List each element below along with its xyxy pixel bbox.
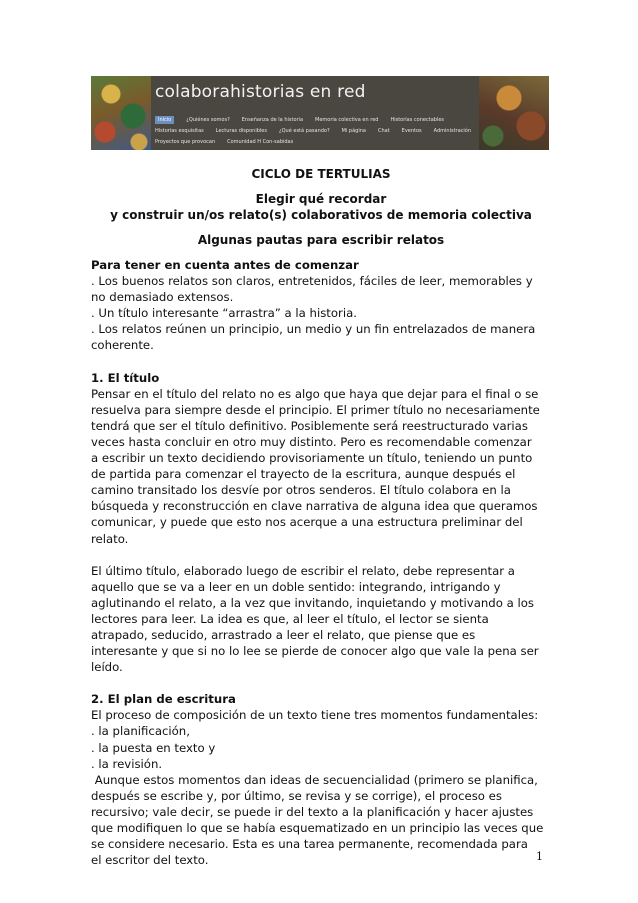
nav-item[interactable]: Historias exquisitas	[155, 127, 204, 134]
text-line: Pensar en el título del relato no es algo que haya que dejar para el final o se	[91, 386, 539, 401]
document-title-line2: y construir un/os relato(s) colaborativos de memoria colectiva	[110, 208, 532, 222]
nav-item[interactable]: Proyectos que provocan	[155, 138, 216, 145]
section-title-guidelines-cont	[91, 563, 551, 676]
nav-item[interactable]: Administración	[433, 127, 472, 134]
text-line: resuelva para siempre desde el principio. El primer título no necesariamente	[91, 402, 540, 417]
text-line: después se escribe y, por último, se revisa y se corrige), el proceso es	[91, 788, 502, 803]
text-line: a escribir un texto decidiendo provisoriamente un título, teniendo un punto	[91, 451, 533, 466]
text-line: atrapado, seducido, arrastrado a leer el relato, que piense que es	[91, 627, 476, 642]
nav-item[interactable]: Memoria colectiva en red	[315, 116, 379, 123]
text-line: veces hasta concluir en otro muy distinto. Pero es recomendable comenzar	[91, 434, 532, 449]
site-title: colaborahistorias en red	[155, 82, 366, 102]
section-heading: 1. El título	[91, 370, 160, 385]
text-line: El último título, elaborado luego de escribir el relato, debe representar a	[91, 563, 515, 578]
nav-item[interactable]: ¿Qué está pasando?	[278, 127, 330, 134]
text-line: que modifiquen lo que se había esquematizado en un principio las veces que	[91, 821, 544, 835]
nav-item[interactable]: ¿Quiénes somos?	[186, 116, 230, 123]
text-line: recursivo; vale decir, se puede ir del texto a la planificación y hacer ajustes	[91, 804, 534, 819]
nav-item[interactable]: Enseñanza de la historia	[241, 116, 304, 123]
text-line: de partida para comenzar el trayecto de la escritura, aunque después el	[91, 467, 516, 482]
nav-item[interactable]: Comunidad H Con-sabidas	[227, 138, 294, 145]
text-line: aquello que se va a leer en un doble sentido: integrando, intrigando y	[91, 579, 501, 594]
series-title: CICLO DE TERTULIAS	[251, 167, 391, 181]
text-line: el escritor del texto.	[91, 853, 209, 868]
text-line: no demasiado extensos.	[91, 290, 234, 305]
text-line: . Los buenos relatos son claros, entretenidos, fáciles de leer, memorables y	[91, 274, 533, 289]
section-title-guidelines	[91, 370, 551, 547]
text-line: lectores para leer. La idea es que, al leer el título, el lector se sienta	[91, 611, 489, 626]
text-line: . Un título interesante “arrastra” a la historia.	[91, 306, 357, 321]
section-heading: Para tener en cuenta antes de comenzar	[91, 258, 359, 272]
site-navigation	[155, 114, 485, 147]
text-line: camino transitado los desvíe por otros senderos. El título colabora en la	[91, 483, 511, 498]
text-line: Aunque estos momentos dan ideas de secuencialidad (primero se planifica,	[91, 772, 538, 787]
document-body	[91, 166, 551, 868]
text-line: . la planificación,	[91, 724, 190, 739]
text-line: . la revisión.	[91, 756, 163, 771]
banner-artwork-right	[479, 76, 549, 150]
document-title-line1: Elegir qué recordar	[255, 192, 387, 206]
text-line: aglutinando el relato, a la vez que invitando, inquietando y motivando a los	[91, 595, 534, 610]
nav-item[interactable]: Inicio	[155, 116, 174, 124]
banner-artwork-left	[91, 76, 151, 150]
text-line: interesante y que si no lo lee se pierde de conocer algo que vale la pena ser	[91, 644, 539, 659]
site-banner	[91, 76, 549, 150]
nav-item[interactable]: Mi página	[341, 127, 366, 134]
text-line: se considere necesario. Esta es una tarea permanente, recomendada para	[91, 837, 528, 852]
nav-row	[155, 136, 485, 147]
text-line: búsqueda y reconstrucción en clave narrativa de alguna idea que queramos	[91, 499, 538, 514]
text-line: relato.	[91, 531, 129, 546]
nav-row	[155, 125, 485, 136]
text-line: leído.	[91, 660, 123, 675]
text-line: tendrá que ser el título definitivo. Posiblemente será reestructurado varias	[91, 418, 528, 433]
text-line: . Los relatos reúnen un principio, un medio y un fin entrelazados de manera	[91, 322, 536, 337]
nav-row	[155, 114, 485, 125]
section-intro	[91, 257, 551, 354]
text-line: comunicar, y puede que esto nos acerque a una estructura preliminar del	[91, 515, 523, 530]
document-subtitle: Algunas pautas para escribir relatos	[197, 233, 445, 247]
text-line: coherente.	[91, 338, 154, 353]
nav-item[interactable]: Historias conectables	[390, 116, 445, 123]
nav-item[interactable]: Eventos	[401, 127, 422, 134]
nav-item[interactable]: Chat	[377, 127, 390, 134]
page-number: 1	[536, 850, 543, 863]
section-heading: 2. El plan de escritura	[91, 692, 236, 707]
text-line: El proceso de composición de un texto tiene tres momentos fundamentales:	[91, 708, 539, 723]
section-writing-plan	[91, 691, 551, 868]
nav-item[interactable]: Lecturas disponibles	[215, 127, 267, 134]
text-line: . la puesta en texto y	[91, 740, 216, 755]
